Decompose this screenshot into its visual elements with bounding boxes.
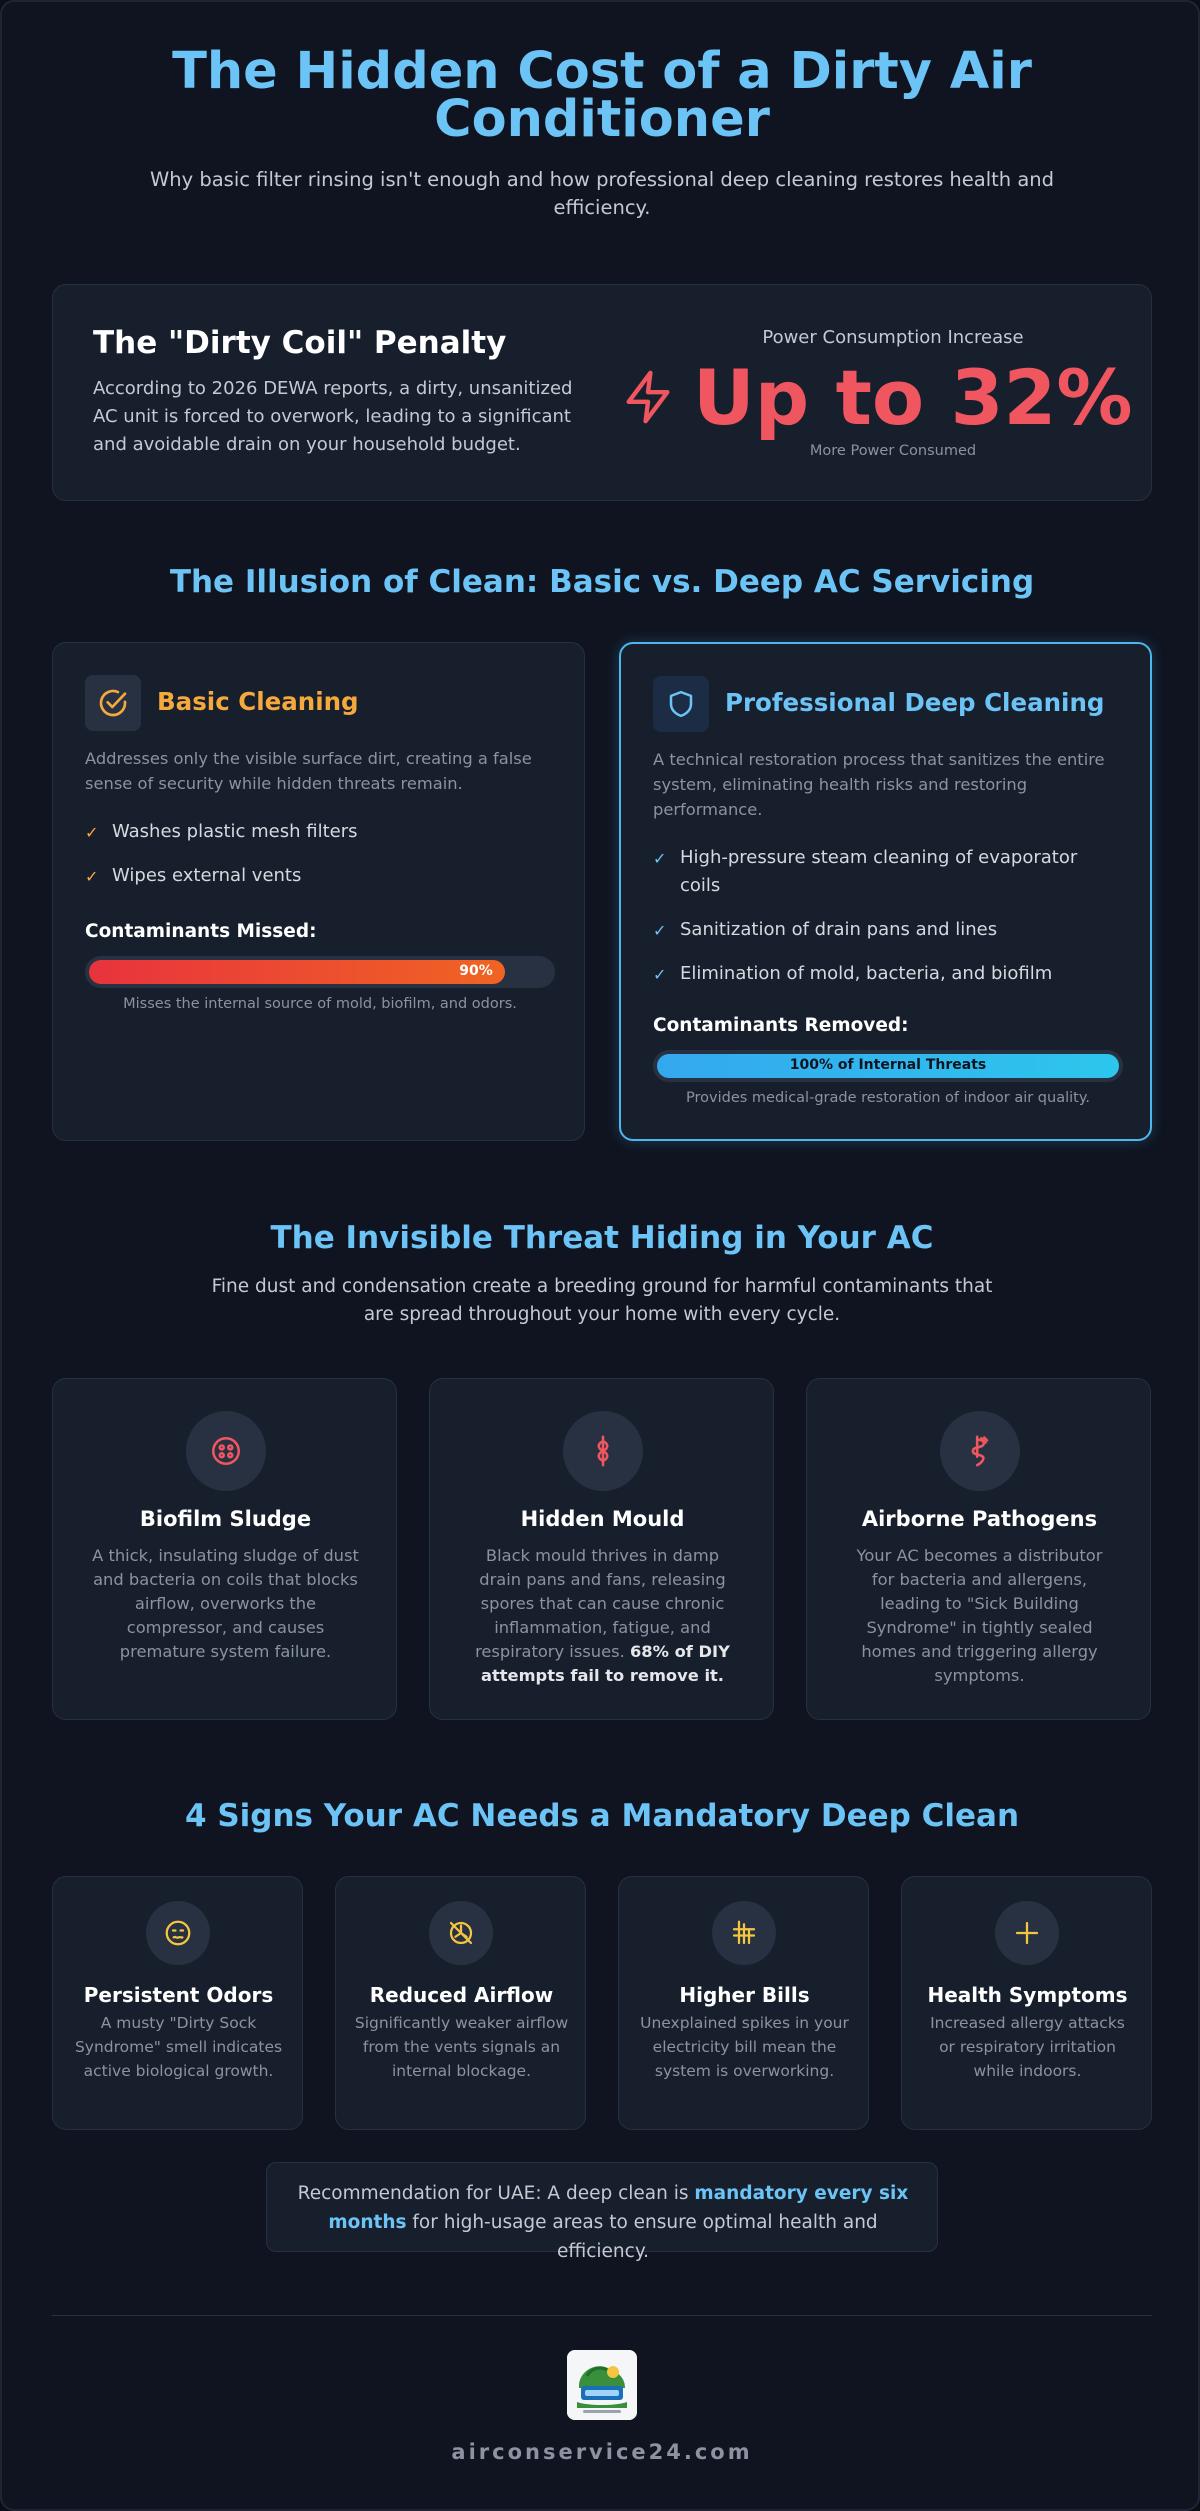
sign-card-odors [52, 1876, 303, 2130]
checkmark-icon: ✓ [85, 823, 99, 842]
sign-text: Increased allergy attacks or respiratory irritation while indoors. [930, 2014, 1125, 2080]
threats-subtitle: Fine dust and condensation create a breeding ground for harmful contaminants that are spread throughout your home with every cycle. [211, 1276, 993, 1325]
basic-cleaning-title: Basic Cleaning [157, 687, 359, 716]
threat-title: Biofilm Sludge [139, 1507, 312, 1531]
list-item [653, 916, 1123, 944]
threat-card-pathogens [806, 1378, 1151, 1720]
sign-card-bills [618, 1876, 869, 2130]
penalty-caption: More Power Consumed [809, 443, 977, 459]
penalty-text: According to 2026 DEWA reports, a dirty, unsanitized AC unit is forced to overwork, leading to a significant and avoidable drain on your household budget. [93, 378, 573, 455]
sign-title: Persistent Odors [83, 1983, 274, 2007]
fan-off-icon [429, 1901, 493, 1965]
deep-cleaning-list [653, 844, 1123, 1004]
threats-title: The Invisible Threat Hiding in Your AC [270, 1220, 934, 1256]
sign-text: Significantly weaker airflow from the vents signals an internal blockage. [354, 2014, 569, 2080]
odor-face-icon [146, 1901, 210, 1965]
threat-title: Hidden Mould [520, 1507, 685, 1531]
penalty-value: Up to 32% [693, 353, 1133, 442]
threat-card-mould [429, 1378, 774, 1720]
checkmark-icon: ✓ [653, 921, 667, 940]
list-item-text: High-pressure steam cleaning of evaporator coils [680, 847, 1078, 896]
contaminants-missed-fill [89, 960, 505, 984]
contaminants-removed-fill [657, 1054, 1119, 1078]
checkmark-icon: ✓ [653, 965, 667, 984]
pathogen-icon [940, 1411, 1020, 1491]
list-item-text: Wipes external vents [112, 865, 302, 886]
list-item [653, 844, 1123, 900]
penalty-label: Power Consumption Increase [762, 327, 1024, 348]
sign-card-health [901, 1876, 1152, 2130]
list-item [85, 862, 555, 890]
threat-title: Airborne Pathogens [861, 1507, 1098, 1531]
deep-cleaning-card [619, 642, 1152, 1141]
contaminants-missed-label: Contaminants Missed: [85, 921, 317, 942]
checkmark-icon: ✓ [85, 867, 99, 886]
footer-divider [52, 2315, 1152, 2316]
recommendation-prefix: Recommendation for UAE: A deep clean is [297, 2183, 695, 2204]
shield-icon [653, 676, 709, 732]
sign-title: Higher Bills [679, 1983, 810, 2007]
sign-text: Unexplained spikes in your electricity bill mean the system is overworking. [640, 2014, 849, 2080]
basic-cleaning-card [52, 642, 585, 1141]
contaminants-missed-value: 90% [459, 963, 493, 979]
recommendation-text [281, 2179, 925, 2266]
company-logo [567, 2350, 637, 2420]
threat-card-biofilm [52, 1378, 397, 1720]
mould-icon [563, 1411, 643, 1491]
contaminants-removed-label: Contaminants Removed: [653, 1015, 909, 1036]
contaminants-removed-value: 100% of Internal Threats [789, 1057, 987, 1073]
germ-icon [186, 1411, 266, 1491]
contaminants-missed-bar [85, 956, 555, 988]
signs-title: 4 Signs Your AC Needs a Mandatory Deep Clean [184, 1798, 1020, 1834]
sign-text: A musty "Dirty Sock Syndrome" smell indicates active biological growth. [74, 2014, 283, 2080]
sign-card-airflow [335, 1876, 586, 2130]
recommendation-suffix: for high-usage areas to ensure optimal health and efficiency. [406, 2212, 878, 2262]
list-item-text: Sanitization of drain pans and lines [680, 919, 998, 940]
list-item-text: Elimination of mold, bacteria, and biofilm [680, 963, 1053, 984]
contaminants-missed-caption: Misses the internal source of mold, biofilm, and odors. [123, 996, 517, 1012]
threat-text: Your AC becomes a distributor for bacteria and allergens, leading to "Sick Building Syndrome" in tightly sealed homes and triggering allergy symptoms. [856, 1546, 1103, 1685]
recommendation-highlight: mandatory every six months [328, 2183, 909, 2233]
bills-icon [712, 1901, 776, 1965]
sign-title: Health Symptoms [927, 1983, 1128, 2007]
list-item-text: Washes plastic mesh filters [112, 821, 358, 842]
contaminants-removed-caption: Provides medical-grade restoration of indoor air quality. [686, 1090, 1090, 1106]
list-item [653, 960, 1123, 988]
penalty-title: The "Dirty Coil" Penalty [93, 325, 507, 361]
sign-title: Reduced Airflow [369, 1983, 554, 2007]
threat-text [466, 1544, 739, 1688]
basic-cleaning-description: Addresses only the visible surface dirt, creating a false sense of security while hidden threats remain. [85, 749, 532, 793]
threat-text-body: Black mould thrives in damp drain pans and fans, releasing spores that can cause chronic inflammation, fatigue, and respiratory issues. [475, 1546, 726, 1661]
hero [2, 42, 1200, 222]
deep-cleaning-description: A technical restoration process that sanitizes the entire system, eliminating health risks and restoring performance. [653, 750, 1105, 819]
basic-cleaning-list [85, 818, 555, 906]
checkmark-icon: ✓ [653, 849, 667, 868]
footer-website[interactable]: airconservice24.com [451, 2440, 753, 2464]
comparison-title: The Illusion of Clean: Basic vs. Deep AC Servicing [169, 564, 1035, 600]
deep-cleaning-title: Professional Deep Cleaning [725, 688, 1105, 717]
check-circle-icon [85, 675, 141, 731]
lightning-icon [619, 365, 677, 429]
list-item [85, 818, 555, 846]
dirty-coil-penalty-card [52, 284, 1152, 501]
threat-highlight: 68% of DIY attempts fail to remove it. [481, 1642, 730, 1685]
recommendation-box [266, 2162, 938, 2262]
threat-text: A thick, insulating sludge of dust and bacteria on coils that blocks airflow, overworks the compressor, and causes premature system failure. [92, 1546, 359, 1661]
health-cross-icon [995, 1901, 1059, 1965]
page-title: The Hidden Cost of a Dirty Air Conditioner [172, 42, 1032, 149]
page-subtitle: Why basic filter rinsing isn't enough and how professional deep cleaning restores health and efficiency. [149, 168, 1055, 219]
contaminants-removed-bar [653, 1050, 1123, 1082]
